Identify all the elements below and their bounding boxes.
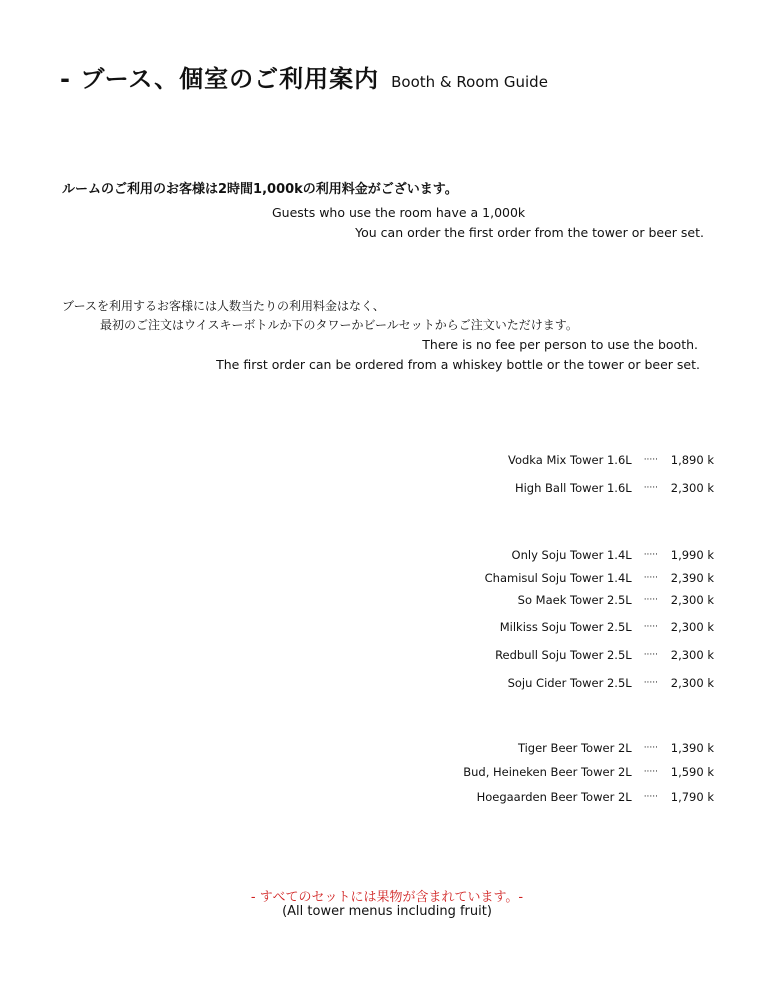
menu-item-price: 1,990 k bbox=[670, 548, 714, 562]
menu-item-dots: ····· bbox=[643, 792, 658, 802]
footer-note-jp: - すべてのセットには果物が含まれています。- bbox=[250, 890, 524, 905]
menu-item-price: 2,390 k bbox=[670, 571, 714, 585]
menu-item-dots: ····· bbox=[643, 550, 658, 560]
booth-notice-en-line2: The first order can be ordered from a whiskey bottle or the tower or beer set. bbox=[216, 357, 700, 372]
menu-item-dots: ····· bbox=[643, 573, 658, 583]
menu-item-name: Milkiss Soju Tower 2.5L bbox=[499, 620, 632, 634]
page-title-en: Booth & Room Guide bbox=[391, 73, 548, 91]
menu-item bbox=[485, 570, 714, 586]
booth-notice-jp-line2: 最初のご注文はウイスキーボトルか下のタワーかビールセットからご注文いただけます。 bbox=[100, 318, 578, 332]
menu-item-name: Only Soju Tower 1.4L bbox=[511, 548, 632, 562]
menu-item bbox=[508, 675, 714, 691]
room-notice-en-line1: Guests who use the room have a 1,000k bbox=[272, 205, 526, 220]
menu-item-dots: ····· bbox=[643, 595, 658, 605]
menu-item-dots: ····· bbox=[643, 650, 658, 660]
room-notice-en-line2: You can order the first order from the tower or beer set. bbox=[355, 225, 704, 240]
menu-item-price: 2,300 k bbox=[670, 620, 714, 634]
menu-item-dots: ····· bbox=[643, 483, 658, 493]
menu-item-price: 2,300 k bbox=[670, 648, 714, 662]
page-title-jp: - ブース、個室のご利用案内 bbox=[60, 65, 380, 93]
menu-item-name: Soju Cider Tower 2.5L bbox=[507, 676, 632, 690]
menu-item bbox=[495, 647, 714, 663]
menu-item-name: High Ball Tower 1.6L bbox=[514, 481, 632, 495]
menu-item-dots: ····· bbox=[643, 743, 658, 753]
menu-item-price: 1,890 k bbox=[670, 453, 714, 467]
menu-item bbox=[515, 480, 714, 496]
page-title bbox=[60, 64, 548, 97]
menu-item-name: Redbull Soju Tower 2.5L bbox=[495, 648, 632, 662]
menu-item-dots: ····· bbox=[643, 455, 658, 465]
menu-item bbox=[463, 764, 714, 780]
menu-item-name: Bud, Heineken Beer Tower 2L bbox=[463, 765, 632, 779]
menu-item-name: Chamisul Soju Tower 1.4L bbox=[484, 571, 632, 585]
menu-item-name: Hoegaarden Beer Tower 2L bbox=[476, 790, 632, 804]
menu-item-price: 2,300 k bbox=[670, 593, 714, 607]
booth-notice-en-line1: There is no fee per person to use the booth. bbox=[422, 337, 698, 352]
menu-item-price: 1,590 k bbox=[670, 765, 714, 779]
menu-item-price: 2,300 k bbox=[670, 481, 714, 495]
menu-item bbox=[518, 740, 714, 756]
menu-item-price: 2,300 k bbox=[670, 676, 714, 690]
footer-note-en: (All tower menus including fruit) bbox=[282, 904, 492, 919]
menu-item bbox=[500, 619, 714, 635]
menu-item-name: So Maek Tower 2.5L bbox=[517, 593, 632, 607]
menu-item-price: 1,790 k bbox=[670, 790, 714, 804]
menu-item-name: Tiger Beer Tower 2L bbox=[517, 741, 632, 755]
menu-item-dots: ····· bbox=[643, 767, 658, 777]
room-notice-jp: ルームのご利用のお客様は2時間1,000kの利用料金がございます。 bbox=[62, 182, 458, 197]
menu-item bbox=[518, 592, 714, 608]
menu-item-dots: ····· bbox=[643, 622, 658, 632]
menu-item bbox=[477, 789, 714, 805]
menu-item-name: Vodka Mix Tower 1.6L bbox=[507, 453, 632, 467]
menu-item-price: 1,390 k bbox=[670, 741, 714, 755]
booth-notice-jp-line1: ブースを利用するお客様には人数当たりの利用料金はなく、 bbox=[62, 299, 385, 313]
menu-item bbox=[508, 452, 714, 468]
menu-item bbox=[512, 547, 714, 563]
menu-item-dots: ····· bbox=[643, 678, 658, 688]
